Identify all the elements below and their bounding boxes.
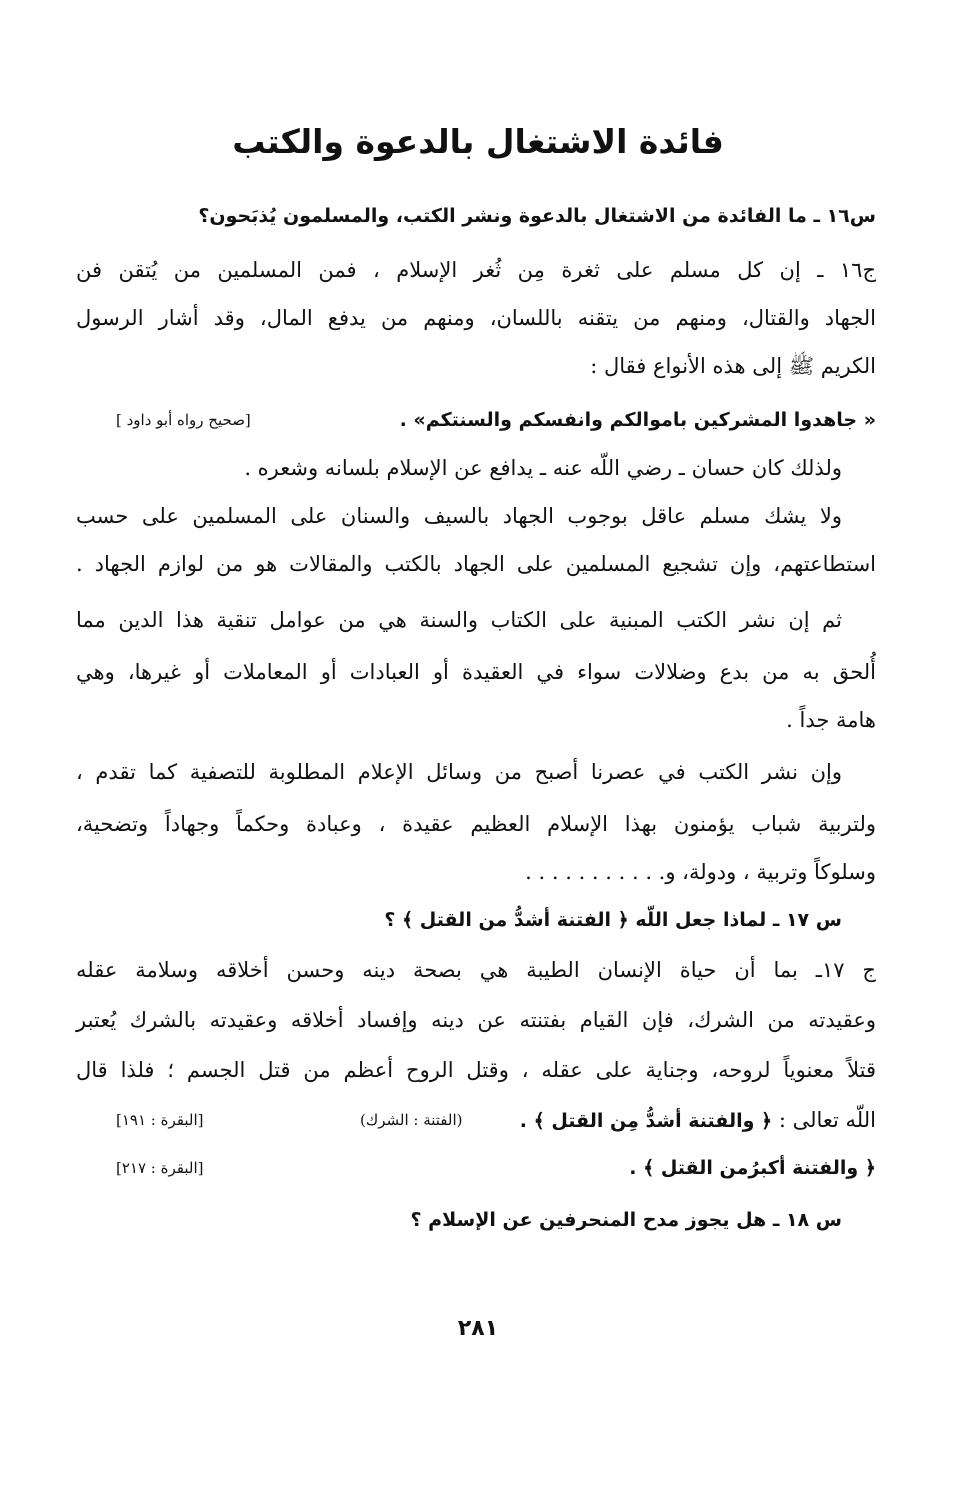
question-18: س ١٨ ـ هل يجوز مدح المنحرفين عن الإسلام ؟ — [410, 1209, 842, 1231]
answer-17-line-3: قتلاً معنوياً لروحه، وجناية على عقله ، وقتل الروح أعظم من قتل الجسم ؛ فلذا قال — [76, 1058, 876, 1082]
answer-16-line-1: ج١٦ ـ إن كل مسلم على ثغرة مِن ثُغر الإسلام ، فمن المسلمين من يُتقن فن — [76, 258, 876, 282]
paragraph-3-line-1: ثم إن نشر الكتب المبنية على الكتاب والسنة هي من عوامل تنقية هذا الدين مما — [76, 608, 842, 632]
paragraph-3-line-2: أُلحق به من بدع وضلالات سواء في العقيدة أو العبادات أو المعاملات أو غيرها، وهي — [76, 660, 876, 684]
answer-17-line-1: ج ١٧ـ بما أن حياة الإنسان الطيبة هي بصحة دينه وحسن أخلاقه وسلامة عقله — [76, 958, 876, 982]
verse-1-reference: [البقرة : ١٩١] — [116, 1111, 204, 1129]
verse-2-reference: [البقرة : ٢١٧] — [116, 1159, 204, 1177]
hadith-reference: [صحيح رواه أبو داود ] — [116, 411, 251, 429]
question-16: س١٦ ـ ما الفائدة من الاشتغال بالدعوة ونشر الكتب، والمسلمون يُذبَحون؟ — [198, 205, 876, 227]
answer-16-line-2: الجهاد والقتال، ومنهم من يتقنه باللسان، ومنهم من يدفع المال، وقد أشار الرسول — [76, 306, 876, 330]
paragraph-2-line-1: ولا يشك مسلم عاقل بوجوب الجهاد بالسيف والسنان على المسلمين على حسب — [76, 504, 842, 528]
page-title: فائدة الاشتغال بالدعوة والكتب — [232, 122, 724, 161]
paragraph-hassan: ولذلك كان حسان ـ رضي اللّه عنه ـ يدافع عن الإسلام بلسانه وشعره . — [244, 456, 842, 480]
hadith-text: « جاهدوا المشركين باموالكم وانفسكم والسنتكم» . — [399, 409, 876, 431]
paragraph-4-line-3: وسلوكاً وتربية ، ودولة، و. . . . . . . . . . . — [525, 860, 876, 884]
verse-1: ﴿ والفتنة أشدُّ مِن القتل ﴾ . — [519, 1110, 773, 1132]
page-number: ٢٨١ — [457, 1316, 499, 1341]
paragraph-2-line-2: استطاعتهم، وإن تشجيع المسلمين على الجهاد بالكتب والمقالات هو من لوازم الجهاد . — [76, 552, 876, 576]
paragraph-4-line-2: ولتربية شباب يؤمنون بهذا الإسلام العظيم عقيدة ، وعبادة وحكماً وجهاداً وتضحية، — [76, 812, 876, 836]
answer-16-line-3: الكريم ﷺ إلى هذه الأنواع فقال : — [590, 354, 876, 378]
paragraph-4-line-1: وإن نشر الكتب في عصرنا أصبح من وسائل الإعلام المطلوبة للتصفية كما تقدم ، — [76, 760, 842, 784]
question-17: س ١٧ ـ لماذا جعل اللّه ﴿ الفتنة أشدُّ من القتل ﴾ ؟ — [384, 909, 842, 931]
verse-1-prefix: اللّه تعالى : — [778, 1108, 876, 1132]
paragraph-3-line-3: هامة جداً . — [786, 708, 876, 732]
verse-1-note: (الفتنة : الشرك) — [360, 1111, 463, 1129]
answer-17-line-2: وعقيدته من الشرك، فإن القيام بفتنته عن دينه وإفساد أخلاقه وعقيدته بالشرك يُعتبر — [76, 1008, 876, 1032]
verse-2: ﴿ والفتنة أكبرُمن القتل ﴾ . — [629, 1157, 876, 1179]
verse-1-line — [520, 1100, 876, 1141]
